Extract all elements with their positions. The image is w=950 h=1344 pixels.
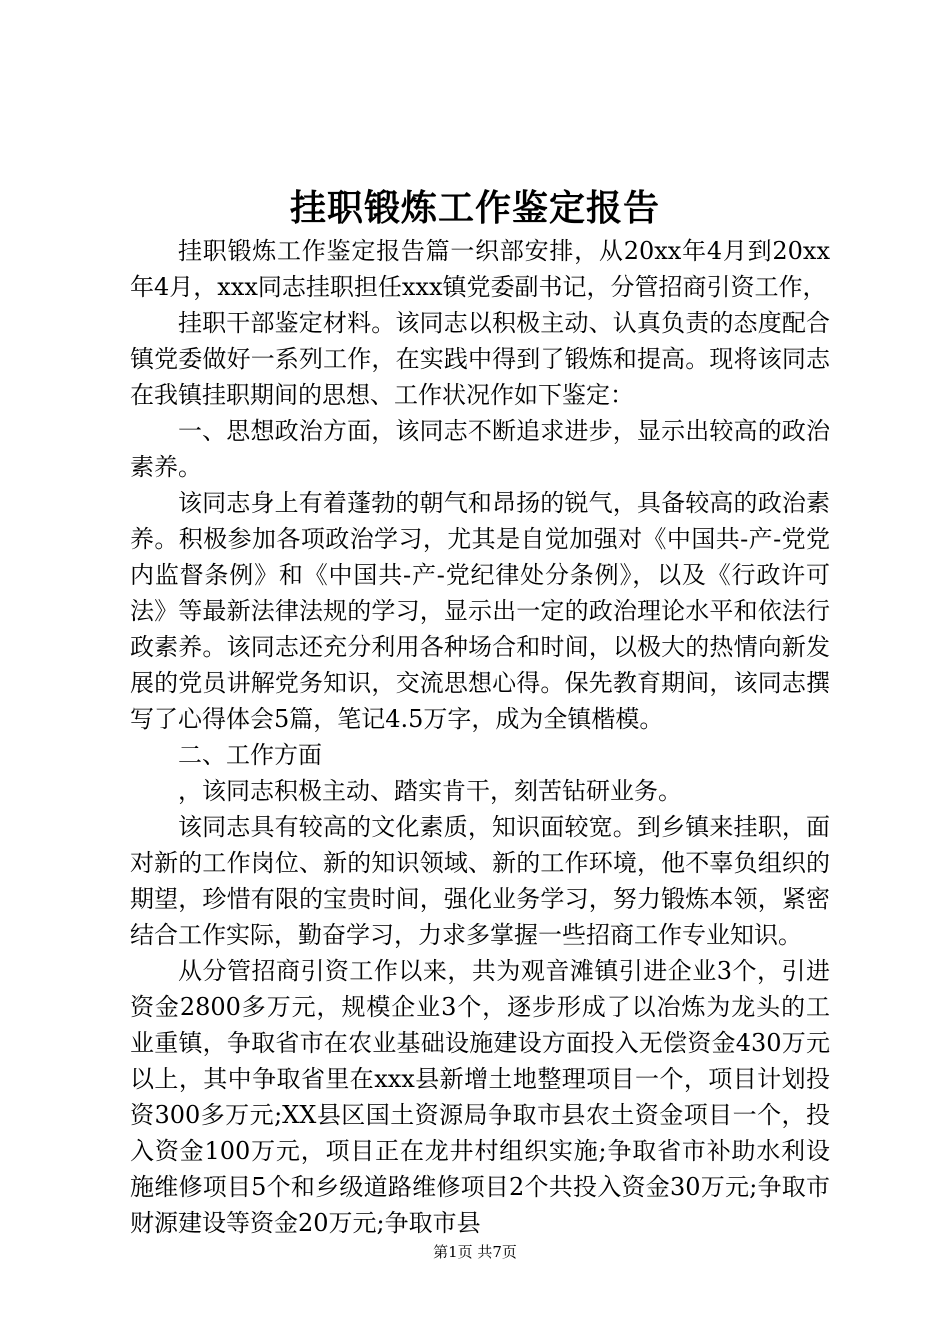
document-title: 挂职锻炼工作鉴定报告 xyxy=(289,187,660,229)
document-body xyxy=(130,233,830,1241)
page-number-footer: 第1页 共7页 xyxy=(433,1243,517,1261)
paragraph-political: 该同志身上有着蓬勃的朝气和昂扬的锐气，具备较高的政治素养。积极参加各项政治学习，尤其是自觉加强对《中国共-产-党党内监督条例》和《中国共-产-党纪律处分条例》，以及《行政许可法》等最新法律法规的学习，显示出一定的政治理论水平和依法行政素养。该同志还充分利用各种场合和时间，以极大的热情向新发展的党员讲解党务知识，交流思想心得。保先教育期间，该同志撰写了心得体会5篇，笔记4.5万字，成为全镇楷模。 xyxy=(130,489,830,733)
section-heading-political: 一、思想政治方面，该同志不断追求进步，显示出较高的政治素养。 xyxy=(130,417,830,481)
paragraph-work-results: 从分管招商引资工作以来，共为观音滩镇引进企业3个，引进资金2800多万元，规模企业3个，逐步形成了以冶炼为龙头的工业重镇，争取省市在农业基础设施建设方面投入无偿资金430万元以上，其中争取省里在xxx县新增土地整理项目一个，项目计划投资300多万元;XX县区国土资源局争取市县农土资金项目一个，投入资金100万元，项目正在龙井村组织实施;争取省市补助水利设施维修项目5个和乡级道路维修项目2个共投入资金30万元;争取市财源建设等资金20万元;争取市县 xyxy=(130,957,830,1237)
paragraph-intro: 挂职锻炼工作鉴定报告篇一织部安排，从20xx年4月到20xx年4月，xxx同志挂职担任xxx镇党委副书记，分管招商引资工作， xyxy=(130,237,830,301)
paragraph-appraisal: 挂职干部鉴定材料。该同志以积极主动、认真负责的态度配合镇党委做好一系列工作，在实践中得到了锻炼和提高。现将该同志在我镇挂职期间的思想、工作状况作如下鉴定： xyxy=(130,309,830,409)
paragraph-work-study: 该同志具有较高的文化素质，知识面较宽。到乡镇来挂职，面对新的工作岗位、新的知识领域、新的工作环境，他不辜负组织的期望，珍惜有限的宝贵时间，强化业务学习，努力锻炼本领，紧密结合工作实际，勤奋学习，力求多掌握一些招商工作专业知识。 xyxy=(130,813,830,949)
section-heading-work: 二、工作方面 xyxy=(178,741,322,769)
paragraph-work-summary: ，该同志积极主动、踏实肯干，刻苦钻研业务。 xyxy=(178,777,682,805)
